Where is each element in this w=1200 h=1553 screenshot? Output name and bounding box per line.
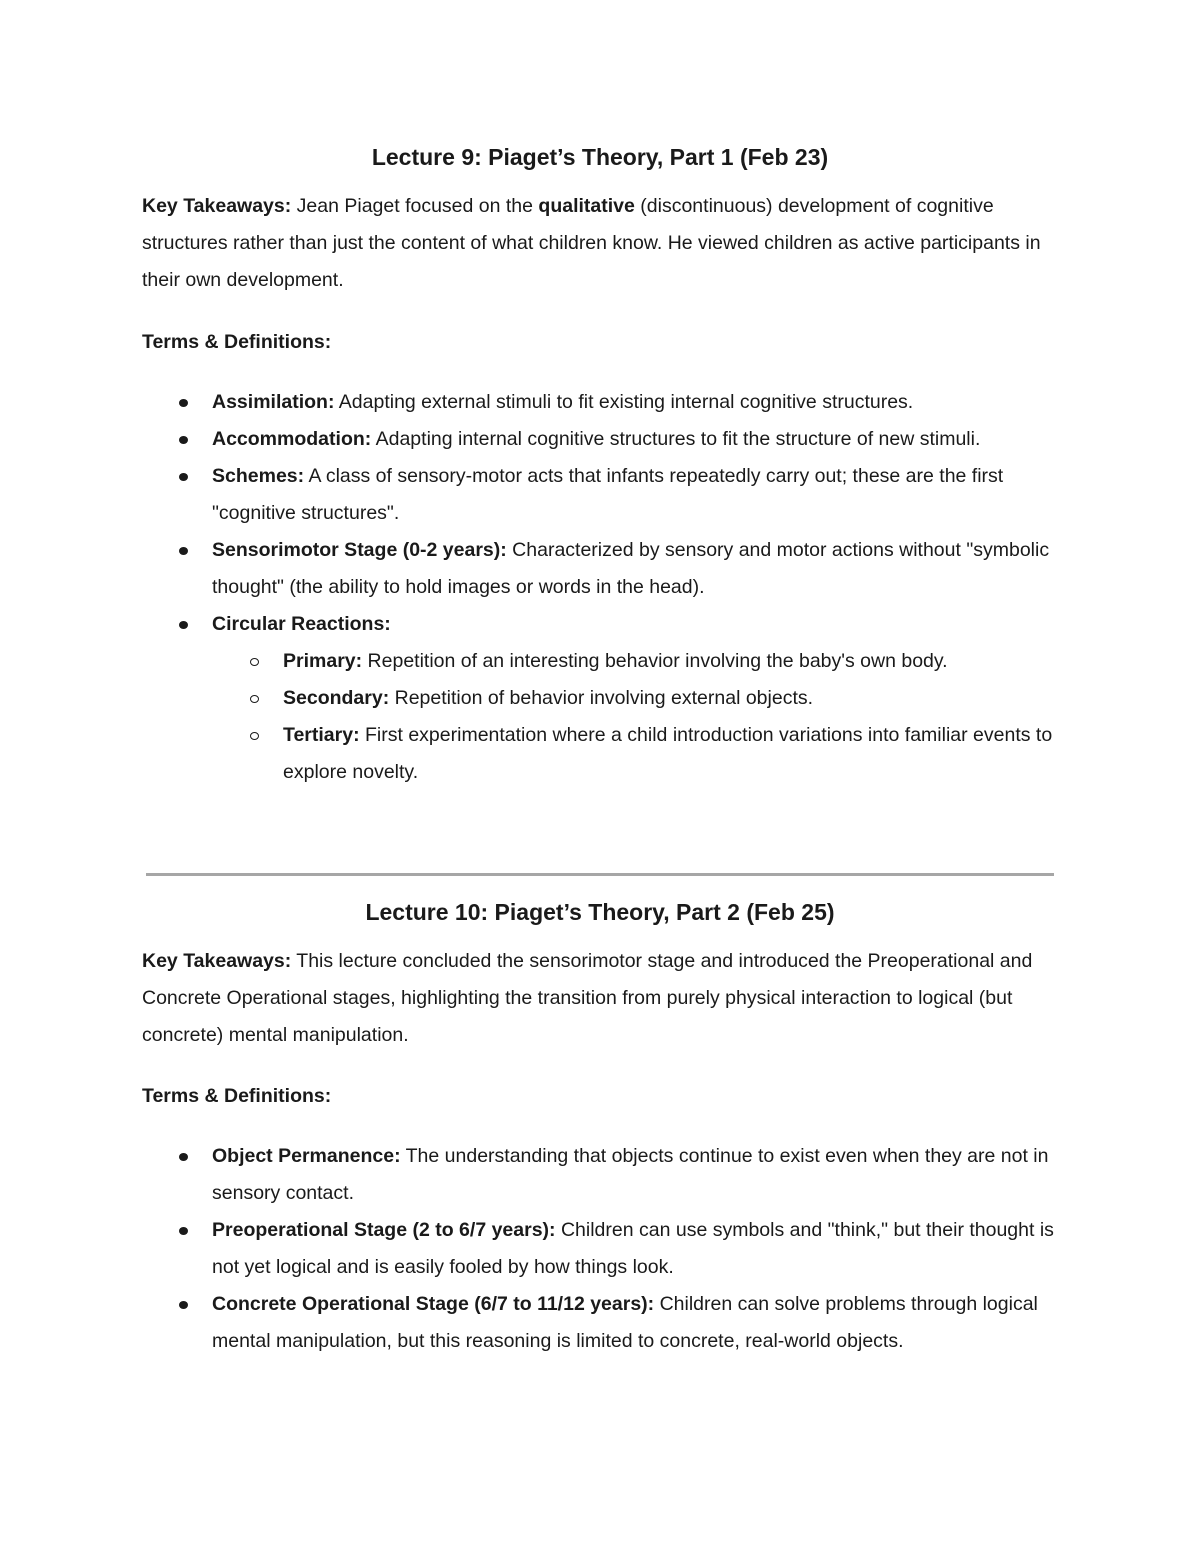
list-item (142, 606, 1062, 791)
takeaway-text: This lecture concluded the sensorimotor stage and introduced the Preoperational and Concrete Operational stages, highlighting the transition from purely physical interaction to logical (but concrete) mental manipulation. (142, 950, 1033, 1046)
term-name: Concrete Operational Stage (6/7 to 11/12 years): (212, 1293, 655, 1315)
term-definition: The understanding that objects continue to exist even when they are not in sensory contact. (212, 1145, 1049, 1204)
term-definition: Children can use symbols and "think," but their thought is not yet logical and is easily fooled by how things look. (212, 1219, 1054, 1278)
section-divider (146, 873, 1054, 876)
lecture-9-title: Lecture 9: Piaget’s Theory, Part 1 (Feb 23) (371, 144, 829, 170)
lecture-9-terms-heading: Terms & Definitions: (142, 331, 332, 353)
list-item (142, 384, 1062, 421)
sub-list-item (212, 680, 1062, 717)
term-name: Preoperational Stage (2 to 6/7 years): (212, 1219, 556, 1241)
term-name: Schemes: (212, 465, 305, 487)
term-name: Primary: (283, 650, 363, 672)
lecture-9-key-takeaways (142, 188, 1062, 299)
term-definition: A class of sensory-motor acts that infants repeatedly carry out; these are the first "cognitive structures". (212, 465, 1004, 524)
takeaway-bold-word: qualitative (538, 195, 635, 217)
term-name: Accommodation: (212, 428, 372, 450)
key-takeaways-label: Key Takeaways: (142, 950, 292, 972)
lecture-10-key-takeaways (142, 943, 1062, 1054)
term-definition: First experimentation where a child introduction variations into familiar events to explore novelty. (283, 724, 1053, 783)
list-item (142, 458, 1062, 532)
list-item (142, 421, 1062, 458)
term-name: Tertiary: (283, 724, 360, 746)
lecture-9-terms-list (142, 384, 1062, 791)
list-item (142, 532, 1062, 606)
term-name: Circular Reactions: (212, 613, 391, 635)
lecture-10-terms-heading: Terms & Definitions: (142, 1085, 332, 1107)
term-name: Sensorimotor Stage (0-2 years): (212, 539, 507, 561)
list-item (142, 1286, 1062, 1360)
term-definition: Characterized by sensory and motor actions without "symbolic thought" (the ability to hold images or words in the head). (212, 539, 1050, 598)
takeaway-text-part1: Jean Piaget focused on the (291, 195, 539, 217)
sub-list-item (212, 717, 1062, 791)
circular-reactions-sublist (212, 643, 1062, 791)
list-item (142, 1138, 1062, 1212)
takeaway-text-part2: (discontinuous) development of cognitive structures rather than just the content of what children know. He viewed children as active participants in their own development. (142, 195, 1041, 291)
term-name: Secondary: (283, 687, 390, 709)
term-definition: Repetition of an interesting behavior involving the baby's own body. (362, 650, 948, 672)
key-takeaways-label: Key Takeaways: (142, 195, 292, 217)
lecture-10-terms-list (142, 1138, 1062, 1360)
term-definition: Adapting external stimuli to fit existing internal cognitive structures. (334, 391, 914, 413)
term-name: Object Permanence: (212, 1145, 401, 1167)
sub-list-item (212, 643, 1062, 680)
term-definition: Repetition of behavior involving external objects. (389, 687, 814, 709)
term-name: Assimilation: (212, 391, 335, 413)
term-definition: Adapting internal cognitive structures to fit the structure of new stimuli. (371, 428, 981, 450)
list-item (142, 1212, 1062, 1286)
term-definition: Children can solve problems through logical mental manipulation, but this reasoning is limited to concrete, real-world objects. (212, 1293, 1038, 1352)
lecture-10-title: Lecture 10: Piaget’s Theory, Part 2 (Feb 25) (365, 899, 835, 925)
